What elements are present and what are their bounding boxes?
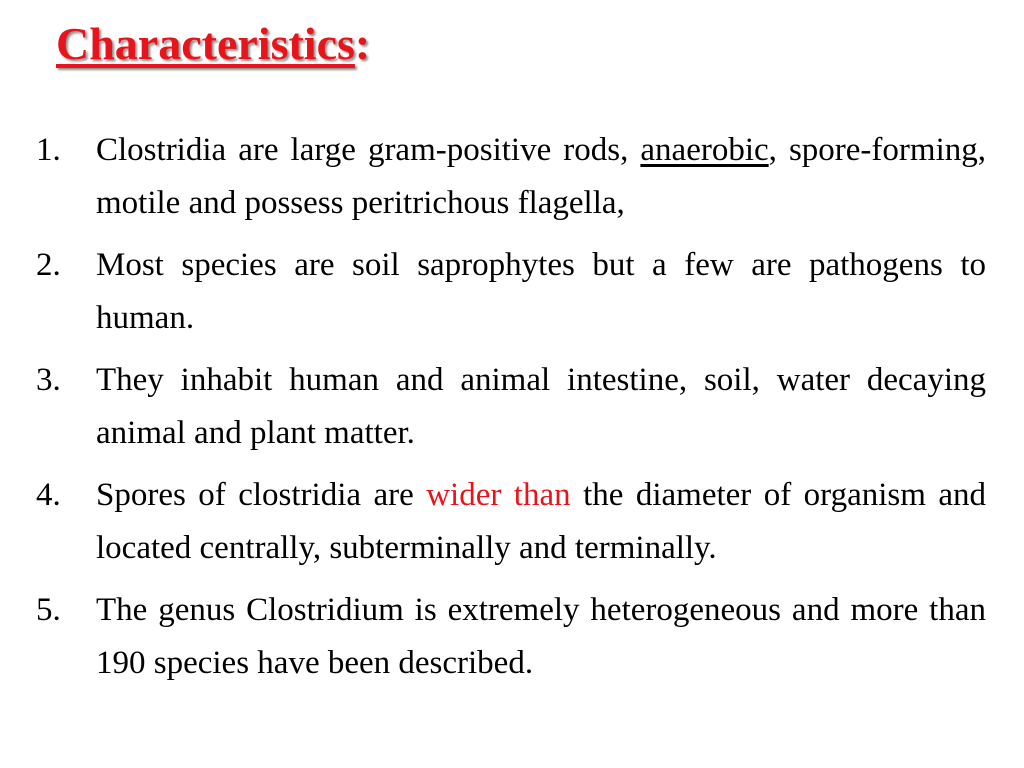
item-text (96, 469, 986, 575)
item-number: 3. (36, 362, 61, 398)
item-text-part: , spore-forming, motile and possess peritrichous flagella, (96, 132, 986, 221)
list-item (36, 584, 986, 690)
characteristics-list (36, 124, 986, 699)
highlighted-phrase: wider than (426, 477, 571, 513)
item-number: 2. (36, 247, 61, 283)
item-text-part: the diameter of organism and located centrally, subterminally and terminally. (96, 477, 986, 566)
item-text: The genus Clostridium is extremely heterogeneous and more than 190 species have been described. (96, 592, 986, 681)
list-item (36, 124, 986, 230)
list-item (36, 354, 986, 460)
item-number: 5. (36, 592, 61, 628)
list-item (36, 469, 986, 575)
item-number: 4. (36, 477, 61, 513)
slide-title (56, 14, 370, 74)
title-colon: : (354, 18, 371, 69)
title-text: Characteristics (56, 18, 355, 69)
item-text: They inhabit human and animal intestine, soil, water decaying animal and plant matter. (96, 362, 986, 451)
item-text (96, 124, 986, 230)
list-item (36, 239, 986, 345)
item-text-part: Clostridia are large gram-positive rods, (96, 132, 641, 168)
item-text: Most species are soil saprophytes but a few are pathogens to human. (96, 247, 986, 336)
item-number: 1. (36, 132, 61, 168)
item-text-part: Spores of clostridia are (96, 477, 427, 513)
underlined-term: anaerobic (640, 132, 769, 168)
